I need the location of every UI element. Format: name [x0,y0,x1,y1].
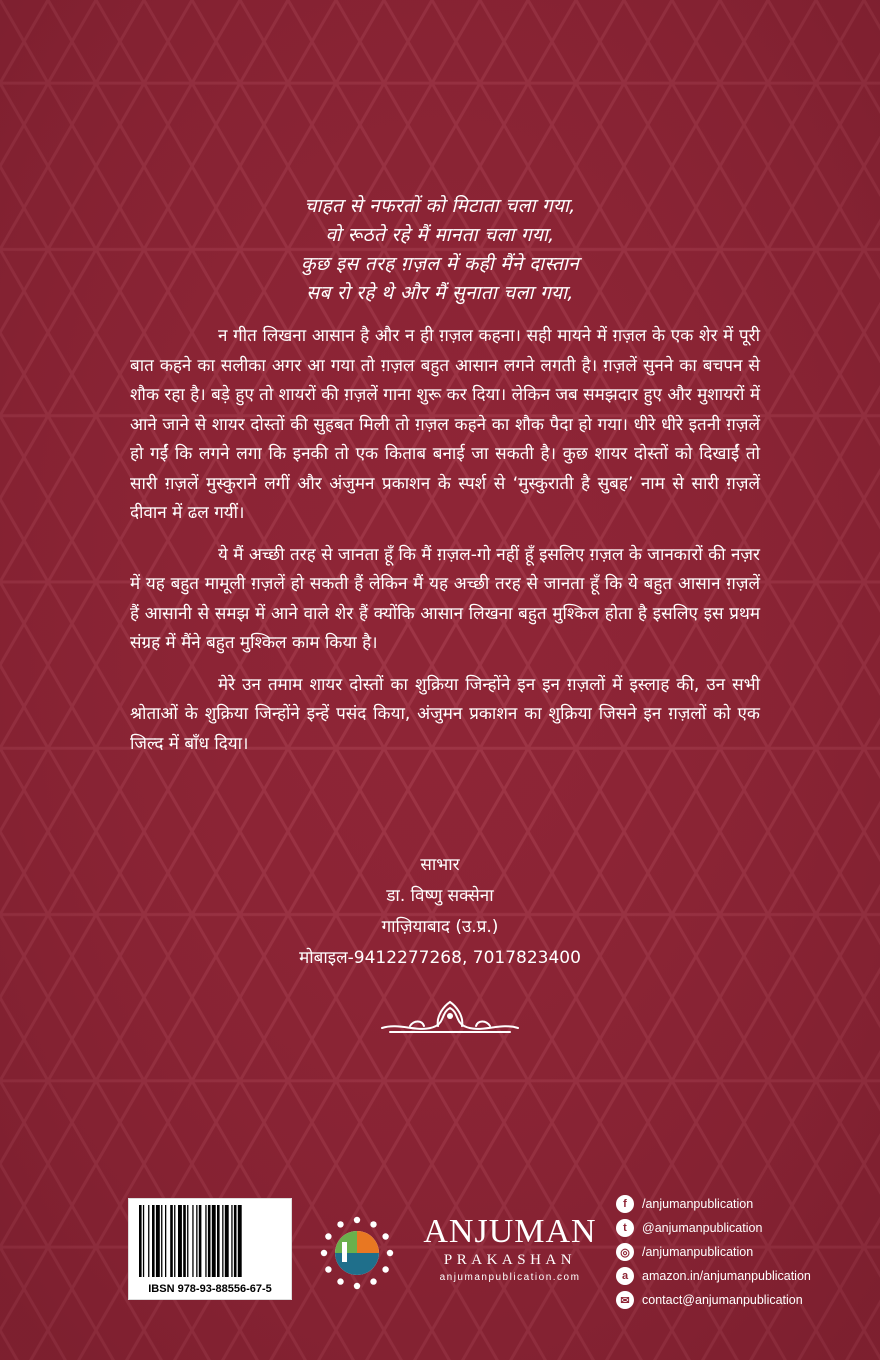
poem-line: कुछ इस तरह ग़ज़ल में कही मैंने दास्तान [300,253,580,275]
social-handle: contact@anjumanpublication [642,1293,803,1307]
twitter-icon: t [616,1219,634,1237]
poem-line: सब रो रहे थे और मैं सुनाता चला गया, [306,282,574,304]
social-handle: /anjumanpublication [642,1197,754,1211]
social-handle: /anjumanpublication [642,1245,754,1259]
isbn-label: IBSN 978-93-88556-67-5 [148,1283,272,1295]
author-contact: मोबाइल-9412277268, 7017823400 [299,948,581,968]
social-links [616,1192,876,1312]
social-link-email[interactable] [616,1288,876,1312]
barcode-bars [135,1205,285,1277]
amazon-icon: a [616,1267,634,1285]
email-icon: ✉ [616,1291,634,1309]
publisher-url: anjumanpublication.com [439,1272,581,1283]
social-link-facebook[interactable] [616,1192,876,1216]
social-link-amazon[interactable] [616,1264,876,1288]
signature-greeting: साभार [420,855,460,875]
paragraph: ये मैं अच्छी तरह से जानता हूँ कि मैं ग़ज़ल-गो नहीं हूँ इसलिए ग़ज़ल के जानकारों की नज़र में यह बहुत मामूली ग़ज़लें हो सकती हैं लेकिन मैं यह अच्छी तरह से जानता हूँ कि ये बहुत आसान ग़ज़लें हैं आसानी से समझ में आने वाले शेर हैं क्योंकि आसान लिखना बहुत मुश्किल होता है इसलिए इस प्रथम संग्रह में मैंने बहुत मुश्किल काम किया है। [130,544,760,653]
publisher-subtitle: PRAKASHAN [443,1252,577,1268]
paragraph: मेरे उन तमाम शायर दोस्तों का शुक्रिया जिन्होंने इन इन ग़ज़लों में इस्लाह की, उन सभी श्रोताओं के शुक्रिया जिन्होंने इन्हें पसंद किया, अंजुमन प्रकाशन का शुक्रिया जिसने इन ग़ज़लों को एक जिल्द में बाँध दिया। [130,674,760,754]
author-name: डा. विष्णु सक्सेना [386,886,494,906]
paragraph: न गीत लिखना आसान है और न ही ग़ज़ल कहना। सही मायने में ग़ज़ल के एक शेर में पूरी बात कहने का सलीका अगर आ गया तो ग़ज़ल बहुत आसान लगने लगती है। ग़ज़लें सुनने का बचपन से शौक रहा है। बड़े हुए तो शायरों की ग़ज़लें गाना शुरू कर दिया। लेकिन जब समझदार हुए और मुशायरों में आने जाने से शायर दोस्तों की सुहबत मिली तो ग़ज़ल कहने का शौक पैदा हो गया। धीरे धीरे इतनी ग़ज़लें हो गईं कि लगने लगा कि इनकी तो एक किताब बनाई जा सकती है। कुछ शायर दोस्तों को दिखाईं तो सारी ग़ज़लें मुस्कुराने लगीं और अंजुमन प्रकाशन के स्पर्श से ‘मुस्कुराती है सुबह’ नाम से सारी ग़ज़लें दीवान में ढल गयीं। [130,326,760,523]
flourish-ornament [380,996,520,1040]
poem-stanza [0,192,880,308]
author-place: गाज़ियाबाद (उ.प्र.) [381,917,499,937]
poem-line: चाहत से नफरतों को मिटाता चला गया, [304,195,576,217]
publisher-logo [420,1214,600,1286]
instagram-icon: ◎ [616,1243,634,1261]
social-link-instagram[interactable] [616,1240,876,1264]
publisher-emblem-icon [318,1214,396,1292]
barcode [128,1198,292,1300]
social-link-twitter[interactable] [616,1216,876,1240]
facebook-icon: f [616,1195,634,1213]
blurb-text [130,322,760,771]
poem-line: वो रूठते रहे मैं मानता चला गया, [325,224,555,246]
social-handle: amazon.in/anjumanpublication [642,1269,811,1283]
social-handle: @anjumanpublication [642,1221,763,1235]
publisher-name: ANJUMAN [423,1213,597,1250]
signature-block [0,850,880,974]
